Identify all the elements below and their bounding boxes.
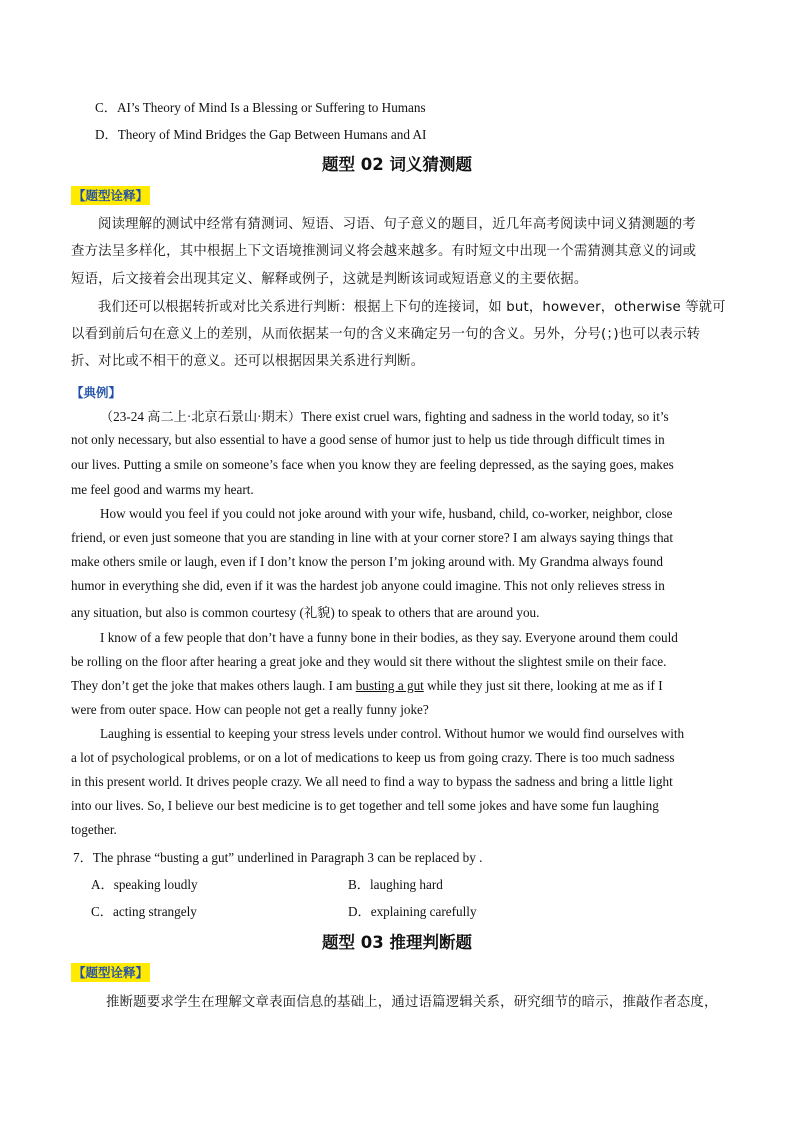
question-7-option-d: D．explaining carefully — [348, 904, 477, 919]
section-02-title: 题型 02 词义猜测题 — [322, 155, 472, 174]
passage-p1-line3: our lives. Putting a smile on someone’s face when you know they are feeling depressed, as the saying goes, makes — [71, 457, 674, 472]
question-7-option-b: B．laughing hard — [348, 877, 443, 892]
section-03-tag: 【题型诠释】 — [73, 965, 149, 980]
question-7-stem: 7．The phrase “busting a gut” underlined in Paragraph 3 can be replaced by . — [73, 850, 483, 865]
passage-p4-line3: in this present world. It drives people crazy. We all need to find a way to bypass the sadness and bring a little light — [71, 774, 673, 789]
section-02-para2-line1: 我们还可以根据转折或对比关系进行判断：根据上下句的连接词，如 but，however，otherwise 等就可 — [98, 300, 726, 315]
section-03-para1-line1: 推断题要求学生在理解文章表面信息的基础上，通过语篇逻辑关系，研究细节的暗示，推敲作者态度， — [106, 995, 718, 1010]
example-tag: 【典例】 — [71, 385, 122, 400]
passage-p2-line2: friend, or even just someone that you are standing in line with at your corner store? I am always saying things that — [71, 530, 674, 545]
passage-p4-line5: together. — [71, 822, 117, 837]
passage-p3-line4: were from outer space. How can people not get a really funny joke? — [71, 702, 429, 717]
passage-p2-line3: make others smile or laugh, even if I don’t know the person I’m joking around with. My Grandma always found — [71, 554, 663, 569]
passage-p3-line1: I know of a few people that don’t have a funny bone in their bodies, as they say. Everyone around them could — [100, 630, 678, 645]
section-02-para2-line3: 折、对比或不相干的意义。还可以根据因果关系进行判断。 — [71, 354, 425, 369]
passage-p3-line3 — [71, 678, 663, 694]
passage-p4-line2: a lot of psychological problems, or on a lot of medications to keep us from going crazy. There is too much sadness — [71, 750, 675, 765]
underlined-phrase: busting a gut — [355, 678, 424, 693]
passage-p1-line2: not only necessary, but also essential to have a good sense of humor just to help us tide through difficult times in — [71, 432, 665, 447]
passage-p4-line4: into our lives. So, I believe our best medicine is to get together and tell some jokes and have some fun laughing — [71, 798, 659, 813]
passage-p2-line4: humor in everything she did, even if it was the hardest job anyone could imagine. This not only relieves stress in — [71, 578, 665, 593]
passage-p3-line3-before: They don’t get the joke that makes others laugh. I am — [71, 678, 356, 693]
section-02-para1-line1: 阅读理解的测试中经常有猜测词、短语、习语、句子意义的题目，近几年高考阅读中词义猜测题的考 — [98, 217, 696, 232]
passage-p1-line4: me feel good and warms my heart. — [71, 482, 254, 497]
section-02-para1-line3: 短语，后文接着会出现其定义、解释或例子，这就是判断该词或短语意义的主要依据。 — [71, 272, 588, 287]
section-02-para2-line2: 以看到前后句在意义上的差别，从而依据某一句的含义来确定另一句的含义。另外，分号(；)也可以表示转 — [71, 327, 701, 342]
question-7-option-c: C．acting strangely — [91, 904, 197, 919]
option-c-previous: C．AI’s Theory of Mind Is a Blessing or Suffering to Humans — [95, 100, 426, 115]
passage-p3-line2: be rolling on the floor after hearing a great joke and they would sit there without the slightest smile on their face. — [71, 654, 667, 669]
section-02-para1-line2: 查方法呈多样化，其中根据上下文语境推测词义将会越来越多。有时短文中出现一个需猜测其意义的词或 — [71, 244, 697, 259]
passage-p3-line3-after: while they just sit there, looking at me as if I — [423, 678, 663, 693]
passage-p4-line1: Laughing is essential to keeping your stress levels under control. Without humor we would find ourselves with — [100, 726, 685, 741]
question-7-option-a: A．speaking loudly — [91, 877, 198, 892]
passage-p2-line1: How would you feel if you could not joke around with your wife, husband, child, co-worker, neighbor, close — [100, 506, 673, 521]
section-02-tag: 【题型诠释】 — [73, 188, 149, 203]
section-03-title: 题型 03 推理判断题 — [322, 933, 472, 952]
option-d-previous: D．Theory of Mind Bridges the Gap Between Humans and AI — [95, 127, 427, 142]
passage-p2-line5: any situation, but also is common courtesy (礼貌) to speak to others that are around you. — [71, 605, 540, 620]
passage-p1-line1: （23-24 高二上·北京石景山·期末）There exist cruel wars, fighting and sadness in the world today, so it’s — [100, 409, 669, 424]
